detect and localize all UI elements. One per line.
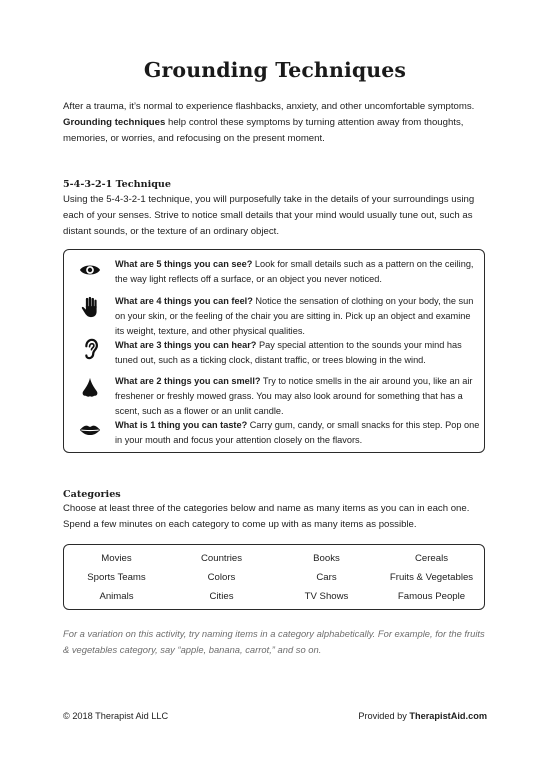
categories-heading: Categories bbox=[63, 489, 121, 500]
page-title: Grounding Techniques bbox=[143, 58, 407, 82]
technique-description: Using the 5-4-3-2-1 technique, you will purposefully take in the details of your surroundings using each of your senses. Strive to notice small details that your mind would usually tune out, such as distant sounds, or the texture of an ordinary object. bbox=[63, 194, 475, 237]
step-feel-text: Notice the sensation of clothing on your body, the sun on your skin, or the feeling of the chair you are sitting in. Pick up an object and examine its weight, texture, and other physical qualities. bbox=[115, 296, 474, 336]
footer-brand: TherapistAid.com bbox=[409, 711, 487, 721]
footer-provided-prefix: Provided by bbox=[358, 711, 410, 721]
eye-icon bbox=[79, 259, 101, 281]
step-feel bbox=[115, 294, 480, 339]
step-feel-question: What are 4 things you can feel? bbox=[115, 296, 253, 306]
step-smell-question: What are 2 things you can smell? bbox=[115, 376, 261, 386]
step-taste-question: What is 1 thing you can taste? bbox=[115, 420, 248, 430]
technique-steps-box bbox=[63, 249, 485, 453]
category-cell: Movies bbox=[101, 553, 132, 564]
ear-icon bbox=[79, 338, 101, 360]
step-see-text: Look for small details such as a pattern on the ceiling, the way light reflects off a surface, or an object you never noticed. bbox=[115, 259, 474, 284]
nose-icon bbox=[79, 377, 101, 399]
step-hear-question: What are 3 things you can hear? bbox=[115, 340, 257, 350]
intro-text-1: After a trauma, it’s normal to experience flashbacks, anxiety, and other uncomfortable symptoms. bbox=[63, 101, 475, 112]
footer-copyright: © 2018 Therapist Aid LLC bbox=[63, 711, 169, 721]
category-cell: Colors bbox=[207, 572, 236, 583]
hand-icon bbox=[79, 296, 101, 318]
category-cell: Countries bbox=[200, 553, 243, 564]
category-cell: Cereals bbox=[414, 553, 449, 564]
step-see bbox=[115, 257, 480, 287]
category-cell: Sports Teams bbox=[87, 572, 146, 583]
step-smell bbox=[115, 374, 480, 419]
intro-bold-term: Grounding techniques bbox=[63, 117, 166, 128]
step-see-question: What are 5 things you can see? bbox=[115, 259, 253, 269]
step-hear-text: Pay special attention to the sounds your mind has tuned out, such as a ticking clock, distant traffic, or trees blowing in the wind. bbox=[115, 340, 462, 365]
category-cell: Fruits & Vegetables bbox=[389, 572, 474, 583]
step-hear bbox=[115, 338, 480, 368]
category-cell: Cars bbox=[316, 572, 337, 583]
footer-provided-by bbox=[358, 711, 487, 721]
categories-description: Choose at least three of the categories below and name as many items as you can in each one. Spend a few minutes on each category to come up with as many items as possible. bbox=[63, 503, 470, 530]
categories-table bbox=[63, 544, 485, 610]
intro-paragraph bbox=[63, 99, 493, 147]
step-smell-text: Try to notice smells in the air around you, like an air freshener or freshly mowed grass. You may also look around for something that has a scent, such as a flower or an unlit candle. bbox=[115, 376, 473, 416]
category-cell: Famous People bbox=[397, 591, 466, 602]
technique-heading: 5-4-3-2-1 Technique bbox=[63, 179, 172, 190]
category-cell: Animals bbox=[99, 591, 134, 602]
step-taste bbox=[115, 418, 480, 448]
category-cell: Books bbox=[313, 553, 340, 564]
variation-note: For a variation on this activity, try naming items in a category alphabetically. For example, for the fruits & vegetables category, say “apple, banana, carrot,” and so on. bbox=[63, 628, 485, 655]
category-cell: Cities bbox=[209, 591, 234, 602]
step-taste-text: Carry gum, candy, or small snacks for this step. Pop one in your mouth and focus your attention closely on the flavors. bbox=[115, 420, 480, 445]
category-cell: TV Shows bbox=[304, 591, 349, 602]
lips-icon bbox=[79, 419, 101, 441]
intro-text-2: help control these symptoms by turning attention away from thoughts, memories, or worries, and refocusing on the present moment. bbox=[63, 117, 464, 144]
